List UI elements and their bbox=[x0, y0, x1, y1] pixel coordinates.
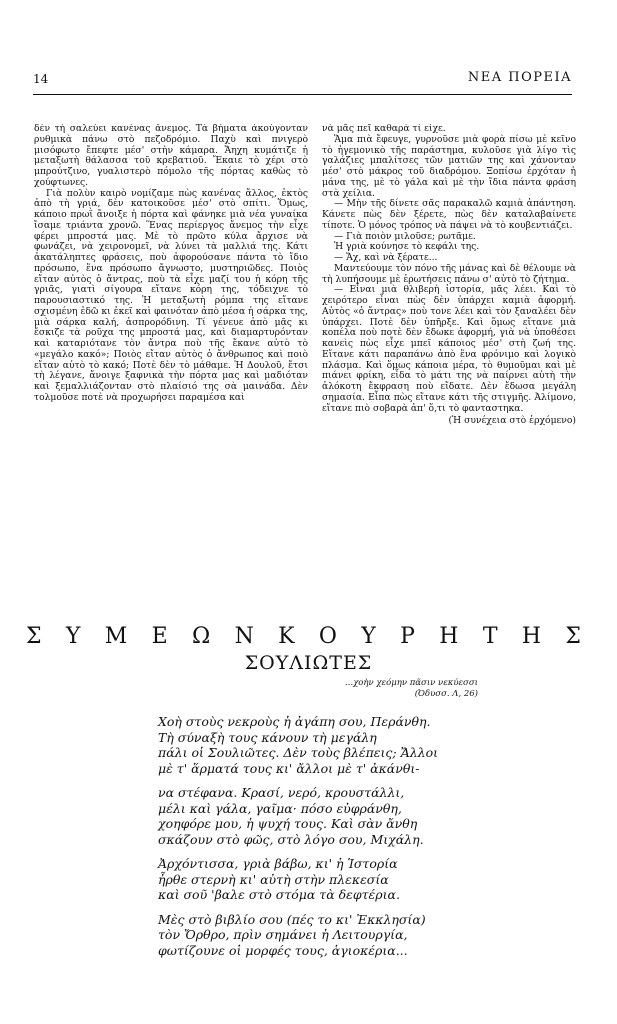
author-letter: Ο bbox=[318, 624, 337, 649]
poem-line: να στέφανα. Κρασί, νερό, κρουστάλλι, bbox=[158, 785, 405, 800]
paragraph: Μαντεύουμε τὸν πόνο τῆς μάνας καὶ δὲ θέλουμε νὰ τὴ λυπήσουμε μὲ ἐρωτήσεις πάνω σ' αὐτὸ τὸ ζήτημα. bbox=[322, 262, 576, 285]
epigraph-source: (Ὀδυσσ. Λ, 26) bbox=[414, 689, 478, 699]
author-letter: Κ bbox=[278, 624, 295, 649]
poem-body bbox=[158, 714, 518, 967]
author-letter: Υ bbox=[65, 624, 81, 649]
continued-note: (Ἡ συνέχεια στὸ ἐρχόμενο) bbox=[448, 415, 576, 427]
journal-title: ΝΕΑ ΠΟΡΕΙΑ bbox=[467, 70, 572, 85]
poem-line: τὸν Ὄρθρο, πρὶν σημάνει ἡ Λειτουργία, bbox=[158, 927, 408, 942]
poem-line: ἦρθε στερνὴ κι' αὐτὴ στὴν πλεκεσία bbox=[158, 871, 389, 887]
poem-stanza bbox=[158, 856, 518, 903]
poem-title: ΣΟΥΛΙΩΤΕΣ bbox=[244, 652, 373, 674]
poem-line: πάλι οἱ Σουλιῶτες. Δὲν τοὺς βλέπεις; Ἄλλοι bbox=[158, 745, 439, 760]
paragraph: — Ἄχ, καὶ νὰ ξέρατε... bbox=[334, 252, 438, 263]
poem-stanza bbox=[158, 714, 518, 776]
author-letter: Ρ bbox=[400, 624, 415, 649]
author-letter: Ν bbox=[234, 624, 254, 649]
poem-line: Χοὴ στοὺς νεκροὺς ἡ ἀγάπη σου, Περάνθη. bbox=[158, 714, 431, 729]
author-letter: Τ bbox=[482, 624, 498, 649]
poem-line: καὶ σοῦ 'βαλε στὸ στόμα τὰ δεφτέρια. bbox=[158, 887, 400, 902]
poem-line: Τὴ σύναξὴ τους κάνουν τὴ μεγάλη bbox=[158, 729, 377, 745]
poem-line: Ἀρχόντισσα, γριὰ βάβω, κι' ἡ Ἱστορία bbox=[158, 856, 398, 871]
poem-line: μὲ τ' ἅρματά τους κι' ἄλλοι μὲ τ' ἀκάνθι- bbox=[158, 760, 420, 776]
paragraph: Ἡ γριὰ κούνησε τὸ κεφάλι της. bbox=[334, 241, 480, 253]
poem-author bbox=[26, 624, 581, 649]
paragraph: — Εἶναι μιὰ θλιβερὴ ἱστορία, μᾶς λέει. Καὶ τὸ χειρότερο εἶναι πὼς δὲν ὑπάρχει καμιὰ ἀφορμή. Αὐτὸς «ὁ ἄντρας» ποὺ τονε λέει καὶ τὸν ξαναλέει δὲν ὑπάρχει. Ποτὲ δὲν ὑπῆρξε. Καὶ ὅμως εἴτανε μιὰ κοπέλα ποὺ ποτὲ δὲν ἔδωκε ἀφορμή, γιὰ νὰ ὑποθέσει κανεὶς πὼς εἶχε μπεῖ κάποιος μέσ' στὴ ζωή της. Εἴτανε κάτι παραπάνω ἀπὸ ἕνα φρόνιμο καὶ λογικὸ πλάσμα. Καὶ ὅμως κάποια μέρα, τὸ θυμοῦμαι καὶ μὲ πιάνει φρίκη, εἶδα τὸ μάτι της νὰ παίρνει αὐτὴ τὴν ἀλόκοτη ἔκφραση ποὺ εἴδατε. Δὲν ἔδωσα μεγάλη σημασία. Εἶπα πὼς εἴτανε κάτι τῆς στιγμῆς. Ἀλίμονο, εἴτανε πιὸ σοβαρὰ ἀπ' ὅ,τι τὸ φανταστηκα. bbox=[322, 284, 576, 414]
author-letter: Ω bbox=[192, 624, 211, 649]
paragraph: Γιὰ πολὺν καιρὸ νομίζαμε πὼς κανένας ἄλλος, ἐκτὸς ἀπὸ τὴ γριά, δὲν κατοικοῦσε μέσ' στὸ σπίτι. Ὅμως, κάποιο πρωῒ ἄνοιξε ἡ πόρτα καὶ φάνηκε μιὰ νέα γυναίκα ἴσαμε τριάντα χρονῶ. Ἕνας περίεργος ἄνεμος τὴν εἶχε φέρει μπροστά μας. Μὲ τὸ πρῶτο κύλα ἄρχισε νὰ φωνάζει, νὰ χειρονομεῖ, νὰ λύνει τὰ μαλλιά της. Κάτι ἀκατάληπτες φράσεις, ποὺ ἀφορούσανε πάντα τὸ ἴδιο πρόσωπο, ἕνα πρόσωπο ἄγνωστο, μυστηριῶδες. Ποιὸς εἴταν αὐτὸς ὁ ἄντρας, ποὺ τὰ εἶχε μαζί του ἡ κόρη τῆς γριᾶς, γιατὶ σίγουρα εἴτανε κόρη της, τόδειχνε τὸ παρουσιαστικό της. Ἡ μεταξωτὴ ρόμπα της εἴτανε σχισμένη ἐδῶ κι ἐκεῖ καὶ φαινόταν ἀπὸ μέσα ἡ σάρκα της, μιὰ σάρκα καλή, ἀσπρορόδινη. Τί γένευε ἀπὸ μᾶς κι ἔσκιζε τὰ ροῦχα της μπροστά μας, καὶ διαμαρτυρόνταν καὶ καταριότανε τὸν ἄντρα ποὺ τῆς ἔκανε αὐτὸ τὸ «μεγάλο κακό»; Ποιὸς εἴταν αὐτὸς ὁ ἄνθρωπος καὶ ποιὸ εἴταν αὐτὸ τὸ κακό; Ποτὲ δὲν τὸ μάθαμε. Ἡ Δουλοῦ, ἔτσι τὴ λέγανε, ἄνοιγε ξαφνικὰ τὴν πόρτα μας καὶ μαδιόταν καὶ ξεμαλλιάζονταν στὸ πλαίσιό της σὰ μαινάδα. Δὲν τολμοῦσε ποτὲ νὰ προχωρήσει παραμέσα καὶ bbox=[34, 187, 308, 403]
poem-line: Μὲς στὸ βιβλίο σου (πές το κι' Ἐκκλησία) bbox=[158, 911, 426, 927]
author-letter: Η bbox=[439, 624, 459, 649]
page-header bbox=[33, 66, 572, 95]
poem-stanza bbox=[158, 785, 518, 847]
paragraph: — Μὴν τῆς δίνετε σᾶς παρακαλῶ καμιὰ ἀπάντηση. Κάνετε πὼς δὲν ξέρετε, πὼς δὲν καταλαβαίνετε τίποτε. Ὁ μόνος τρόπος νὰ πάψει νὰ τὸ κουβεντιάζει. bbox=[322, 198, 576, 231]
author-letter: Η bbox=[521, 624, 542, 649]
author-letter: Ε bbox=[151, 624, 168, 649]
page-number: 14 bbox=[33, 72, 49, 86]
author-letter: Σ bbox=[26, 624, 42, 649]
poem-line: χοηφόρε μου, ἡ ψυχή τους. Καὶ σὰν ἄνθη bbox=[158, 816, 418, 831]
poem-line: φωτίζουνε οἱ μορφές τους, ἁγιοκέρια... bbox=[158, 942, 408, 958]
paragraph: δὲν τὴ σαλεύει κανένας ἄνεμος. Τὰ βήματα ἀκούγονταν ρυθμικὰ πάνω στὸ πεζοδρόμιο. Παχὺ καὶ πνιγερὸ μισόφωτο ἔπεφτε μέσ' στὴν κάμαρα. Ἄηχη κυμάτιζε ἡ μεταξωτὴ θάλασσα τοῦ κρεβατιοῦ. Ἔκαιε τὸ χέρι στὸ μπρούτζινο, γυαλιστερὸ πόμολο τῆς πόρτας καθὼς τὸ χούφτωνες. bbox=[34, 124, 308, 188]
epigraph bbox=[318, 678, 478, 700]
poem-line: σκάζουν στὸ φῶς, στὸ λόγο σου, Μιχάλη. bbox=[158, 831, 424, 847]
author-letter: Υ bbox=[361, 624, 376, 649]
poem-stanza bbox=[158, 912, 518, 959]
paragraph: νὰ μᾶς πεῖ καθαρὰ τί εἶχε. bbox=[322, 124, 446, 134]
right-column bbox=[322, 124, 576, 427]
paragraph: — Γιὰ ποιὸν μιλοῦσε; ρωτᾶμε. bbox=[334, 230, 476, 242]
left-column bbox=[34, 124, 308, 404]
poem-line: μέλι καὶ γάλα, γαῖμα· πόσο εὐφράνθη, bbox=[158, 800, 402, 816]
epigraph-quote: ...χοὴν χεόμην πᾶσιν νεκύεσσι bbox=[345, 678, 478, 688]
author-letter: Μ bbox=[104, 624, 128, 649]
paragraph: Ἅμα πιὰ ἔφευγε, γυρνοῦσε μιὰ φορὰ πίσω μὲ κεῖνο τὸ ἡγεμονικὸ τῆς παράστημα, κυλοῦσε γιὰ λίγο τὶς γαλάζιες μπαλίτσες τῶν ματιῶν της καὶ χάνονταν μέσ' στὸ μάκρος τοῦ διαδρόμου. Ξοπίσω ἐρχόταν ἡ μάνα της, μὲ τὸ γάλα καὶ μὲ τὴν ἴδια πάντα φράση στὰ χείλια. bbox=[322, 133, 576, 199]
author-letter: Σ bbox=[565, 624, 581, 649]
